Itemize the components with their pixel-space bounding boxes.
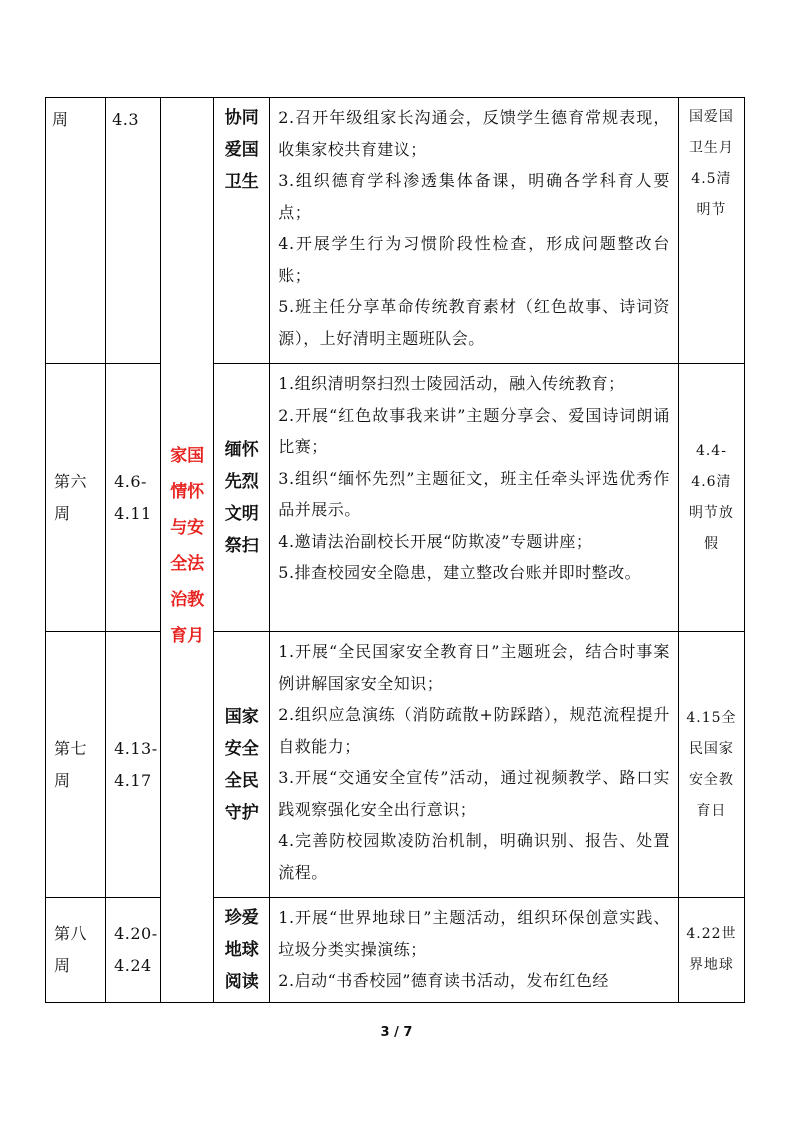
list-item: 4.完善防校园欺凌防治机制，明确识别、报告、处置流程。 [278,831,670,882]
list-item: 5.班主任分享革命传统教育素材（红色故事、诗词资源），上好清明主题班队会。 [278,297,670,348]
list-item: 2.组织应急演练（消防疏散+防踩踏），规范流程提升自救能力； [278,705,670,756]
list-item: 2.启动“书香校园”德育读书活动，发布红色经 [278,971,609,990]
week-cell: 第七周 [46,632,106,898]
table-row [46,364,745,632]
date-cell: 4.3 [106,98,161,364]
month-theme-cell [161,98,214,1003]
list-item: 4.邀请法治副校长开展“防欺凌”专题讲座； [278,531,593,551]
content-cell [270,898,679,1003]
content-cell [270,98,679,364]
date-cell: 4.20-4.24 [106,898,161,1003]
list-item: 5.排查校园安全隐患，建立整改台账并即时整改。 [278,563,642,582]
note-cell: 国爱国卫生月4.5清明节 [678,98,744,364]
list-item: 3.开展“交通安全宣传”活动，通过视频教学、路口实践观察强化安全出行意识； [278,768,670,819]
table-row [46,98,745,364]
list-item: 1.组织清明祭扫烈士陵园活动，融入传统教育； [278,374,625,393]
table-row [46,898,745,1003]
content-cell [270,364,679,632]
table-row [46,632,745,898]
week-cell: 第八周 [46,898,106,1003]
schedule-table [45,97,745,1003]
date-cell: 4.13-4.17 [106,632,161,898]
month-theme: 家国情怀与安全法治教育月 [170,446,205,646]
note-cell: 4.22世界地球 [678,898,744,1003]
date-cell: 4.6-4.11 [106,364,161,632]
list-item: 4.开展学生行为习惯阶段性检查，形成问题整改台账； [278,234,670,285]
content-cell [270,632,679,898]
week-cell: 周 [46,98,106,364]
theme-cell: 国家安全全民守护 [214,632,270,898]
list-item: 3.组织“缅怀先烈”主题征文，班主任牵头评选优秀作品并展示。 [278,468,670,519]
list-item: 2.召开年级组家长沟通会，反馈学生德育常规表现，收集家校共育建议； [278,108,670,159]
note-cell: 4.15全民国家安全教育日 [678,632,744,898]
note-cell: 4.4-4.6清明节放假 [678,364,744,632]
theme-cell: 珍爱地球阅读 [214,898,270,1003]
page-number: 3 / 7 [380,1025,413,1040]
list-item: 1.开展“全民国家安全教育日”主题班会，结合时事案例讲解国家安全知识； [278,642,670,693]
list-item: 3.组织德育学科渗透集体备课，明确各学科育人要点； [278,171,670,222]
week-cell: 第六周 [46,364,106,632]
theme-cell: 缅怀先烈文明祭扫 [214,364,270,632]
list-item: 1.开展“世界地球日”主题活动，组织环保创意实践、垃圾分类实操演练； [278,908,670,959]
theme-cell: 协同爱国卫生 [214,98,270,364]
list-item: 2.开展“红色故事我来讲”主题分享会、爱国诗词朗诵比赛； [278,405,670,456]
